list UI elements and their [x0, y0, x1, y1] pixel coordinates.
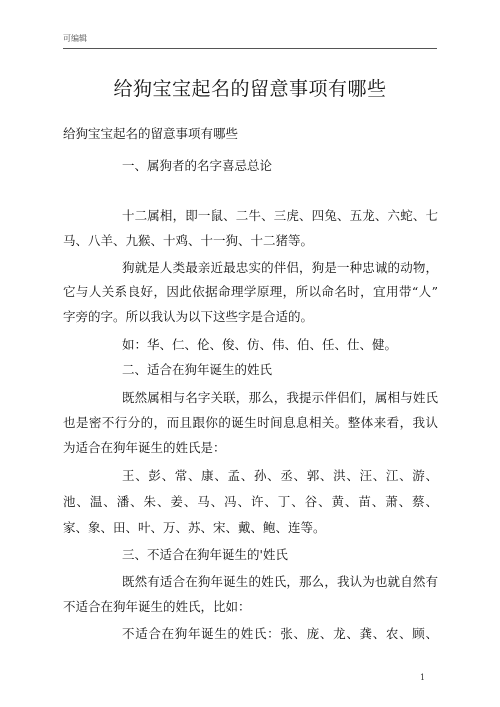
intro-line: 给狗宝宝起名的留意事项有哪些 [63, 126, 239, 141]
paragraph-line: 王、彭、常、康、孟、孙、丞、郭、洪、汪、江、游、 [122, 468, 438, 483]
paragraph-line: 不适合在狗年诞生的姓氏：张、庞、龙、龚、农、顾、 [122, 626, 438, 641]
section-heading: 二、适合在狗年诞生的姓氏 [122, 362, 273, 377]
paragraph-line: 狗就是人类最亲近最忠实的伴侣，狗是一种忠诚的动物， [122, 260, 438, 275]
section-heading: 一、属狗者的名字喜忌总论 [122, 158, 273, 173]
header-divider [63, 48, 437, 49]
page-number: 1 [420, 673, 426, 682]
paragraph-line: 不适合在狗年诞生的姓氏，比如： [63, 599, 251, 614]
paragraph-line: 如：华、仁、伦、俊、仿、伟、伯、任、仕、健。 [122, 337, 398, 352]
paragraph-line: 池、温、潘、朱、姜、马、冯、许、丁、谷、黄、苗、萧、蔡、 [63, 494, 438, 509]
paragraph-line: 既然有适合在狗年诞生的姓氏，那么，我认为也就自然有 [122, 574, 438, 589]
paragraph-line: 十二属相，即一鼠、二牛、三虎、四兔、五龙、六蛇、七 [122, 208, 438, 223]
paragraph-line: 既然属相与名字关联，那么，我提示伴侣们，属相与姓氏 [122, 390, 438, 405]
paragraph-line: 也是密不行分的，而且跟你的诞生时间息息相关。整体来看，我认 [63, 415, 438, 430]
paragraph-line: 家、象、田、叶、万、苏、宋、戴、鲍、连等。 [63, 520, 326, 535]
paragraph-line: 字旁的字。所以我认为以下这些字是合适的。 [63, 309, 314, 324]
paragraph-line: 它与人关系良好，因此依据命理学原理，所以命名时，宜用带“人” [63, 284, 438, 299]
paragraph-line: 马、八羊、九猴、十鸡、十一狗、十二猪等。 [63, 233, 314, 248]
section-heading: 三、不适合在狗年诞生的'姓氏 [122, 547, 288, 562]
paragraph-line: 为适合在狗年诞生的姓氏是： [63, 440, 226, 455]
header-label: 可编辑 [63, 34, 87, 43]
document-title: 给狗宝宝起名的留意事项有哪些 [113, 78, 387, 100]
